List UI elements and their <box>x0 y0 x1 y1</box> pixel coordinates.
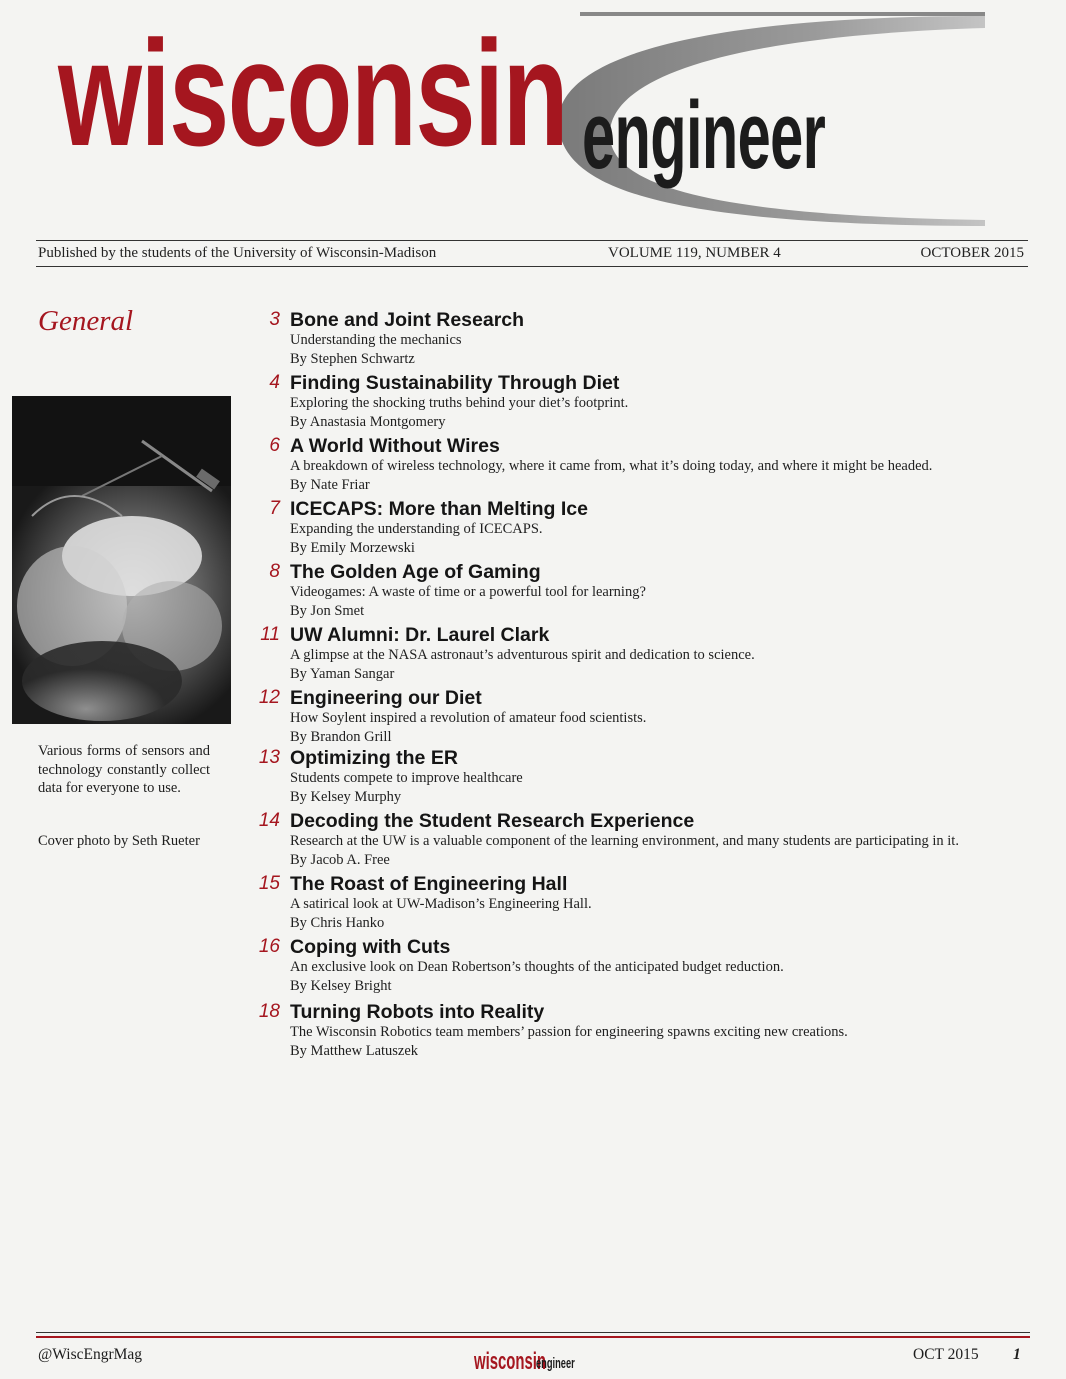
toc-page-number: 15 <box>258 873 280 894</box>
toc-title[interactable]: Turning Robots into Reality <box>290 1001 545 1023</box>
toc-description: The Wisconsin Robotics team members’ passion for engineering spawns exciting new creations. <box>290 1024 848 1040</box>
toc-page-number: 11 <box>260 624 280 645</box>
toc-title[interactable]: A World Without Wires <box>290 435 500 457</box>
toc-description: A breakdown of wireless technology, where it came from, what it’s doing today, and where it might be headed. <box>290 458 933 474</box>
toc-page-number: 12 <box>258 687 280 708</box>
toc-title[interactable]: ICECAPS: More than Melting Ice <box>290 498 588 520</box>
header-rule-bottom <box>36 266 1028 267</box>
toc-author: By Anastasia Montgomery <box>290 414 446 430</box>
toc-title[interactable]: Optimizing the ER <box>290 747 458 769</box>
toc-description: Research at the UW is a valuable component of the learning environment, and many students are participating in it. <box>290 833 959 849</box>
section-title: General <box>38 305 134 337</box>
toc-author: By Brandon Grill <box>290 729 392 745</box>
toc-description: Exploring the shocking truths behind your diet’s footprint. <box>290 395 629 411</box>
footer-rule <box>36 1332 1030 1333</box>
twitter-handle[interactable]: @WiscEngrMag <box>38 1346 143 1363</box>
toc-author: By Kelsey Murphy <box>290 789 402 805</box>
masthead <box>0 0 1066 240</box>
toc-author: By Nate Friar <box>290 477 370 493</box>
toc-author: By Emily Morzewski <box>290 540 415 556</box>
toc-title[interactable]: Decoding the Student Research Experience <box>290 810 695 832</box>
toc-description: Expanding the understanding of ICECAPS. <box>290 521 543 537</box>
toc-description: A glimpse at the NASA astronaut’s adventurous spirit and dedication to science. <box>290 647 755 663</box>
footer-logo-wisconsin: wisconsin <box>474 1348 546 1375</box>
toc-page-number: 8 <box>269 561 280 582</box>
logo-wisconsin: wisconsin <box>58 9 568 177</box>
volume-text: VOLUME 119, NUMBER 4 <box>608 245 781 261</box>
toc-description: Students compete to improve healthcare <box>290 770 523 786</box>
toc-title[interactable]: Bone and Joint Research <box>290 309 525 331</box>
toc-description: Videogames: A waste of time or a powerful tool for learning? <box>290 584 646 600</box>
cover-caption: Various forms of sensors and technology constantly collect data for everyone to use. <box>38 743 210 796</box>
toc-author: By Kelsey Bright <box>290 978 392 994</box>
toc-author: By Matthew Latuszek <box>290 1043 419 1059</box>
toc-description: Understanding the mechanics <box>290 332 462 348</box>
toc-title[interactable]: The Golden Age of Gaming <box>290 561 541 583</box>
toc-title[interactable]: UW Alumni: Dr. Laurel Clark <box>290 624 550 646</box>
toc-title[interactable]: Engineering our Diet <box>290 687 482 709</box>
publisher-text: Published by the students of the University of Wisconsin-Madison <box>38 245 437 261</box>
toc-author: By Jon Smet <box>290 603 365 619</box>
toc-title[interactable]: The Roast of Engineering Hall <box>290 873 568 895</box>
page-number: 1 <box>1013 1346 1021 1363</box>
footer-date: OCT 2015 <box>913 1346 979 1363</box>
toc-author: By Chris Hanko <box>290 915 385 931</box>
toc-title[interactable]: Finding Sustainability Through Diet <box>290 372 620 394</box>
footer-logo-engineer: engineer <box>536 1355 575 1372</box>
header-rule-top <box>36 240 1028 241</box>
toc-title[interactable]: Coping with Cuts <box>290 936 451 958</box>
toc-page-number: 3 <box>269 309 280 330</box>
toc-page-number: 18 <box>258 1001 280 1022</box>
cover-photo <box>12 396 231 724</box>
toc-page-number: 7 <box>269 498 280 519</box>
toc-page-number: 16 <box>258 936 280 957</box>
toc-description: How Soylent inspired a revolution of amateur food scientists. <box>290 710 647 726</box>
toc-author: By Yaman Sangar <box>290 666 395 682</box>
footer-accent-rule <box>36 1336 1030 1338</box>
logo-engineer: engineer <box>582 82 826 189</box>
toc-page-number: 14 <box>258 810 280 831</box>
issue-date: OCTOBER 2015 <box>920 245 1024 261</box>
toc-description: An exclusive look on Dean Robertson’s thoughts of the anticipated budget reduction. <box>290 959 784 975</box>
toc-description: A satirical look at UW-Madison’s Engineering Hall. <box>290 896 592 912</box>
toc-page-number: 13 <box>258 747 280 768</box>
cover-credit: Cover photo by Seth Rueter <box>38 833 200 849</box>
publication-line <box>38 245 1024 265</box>
toc-page-number: 6 <box>269 435 280 456</box>
toc-author: By Jacob A. Free <box>290 852 390 868</box>
footer-logo <box>474 1348 594 1374</box>
toc-page-number: 4 <box>269 372 280 393</box>
toc-author: By Stephen Schwartz <box>290 351 415 367</box>
